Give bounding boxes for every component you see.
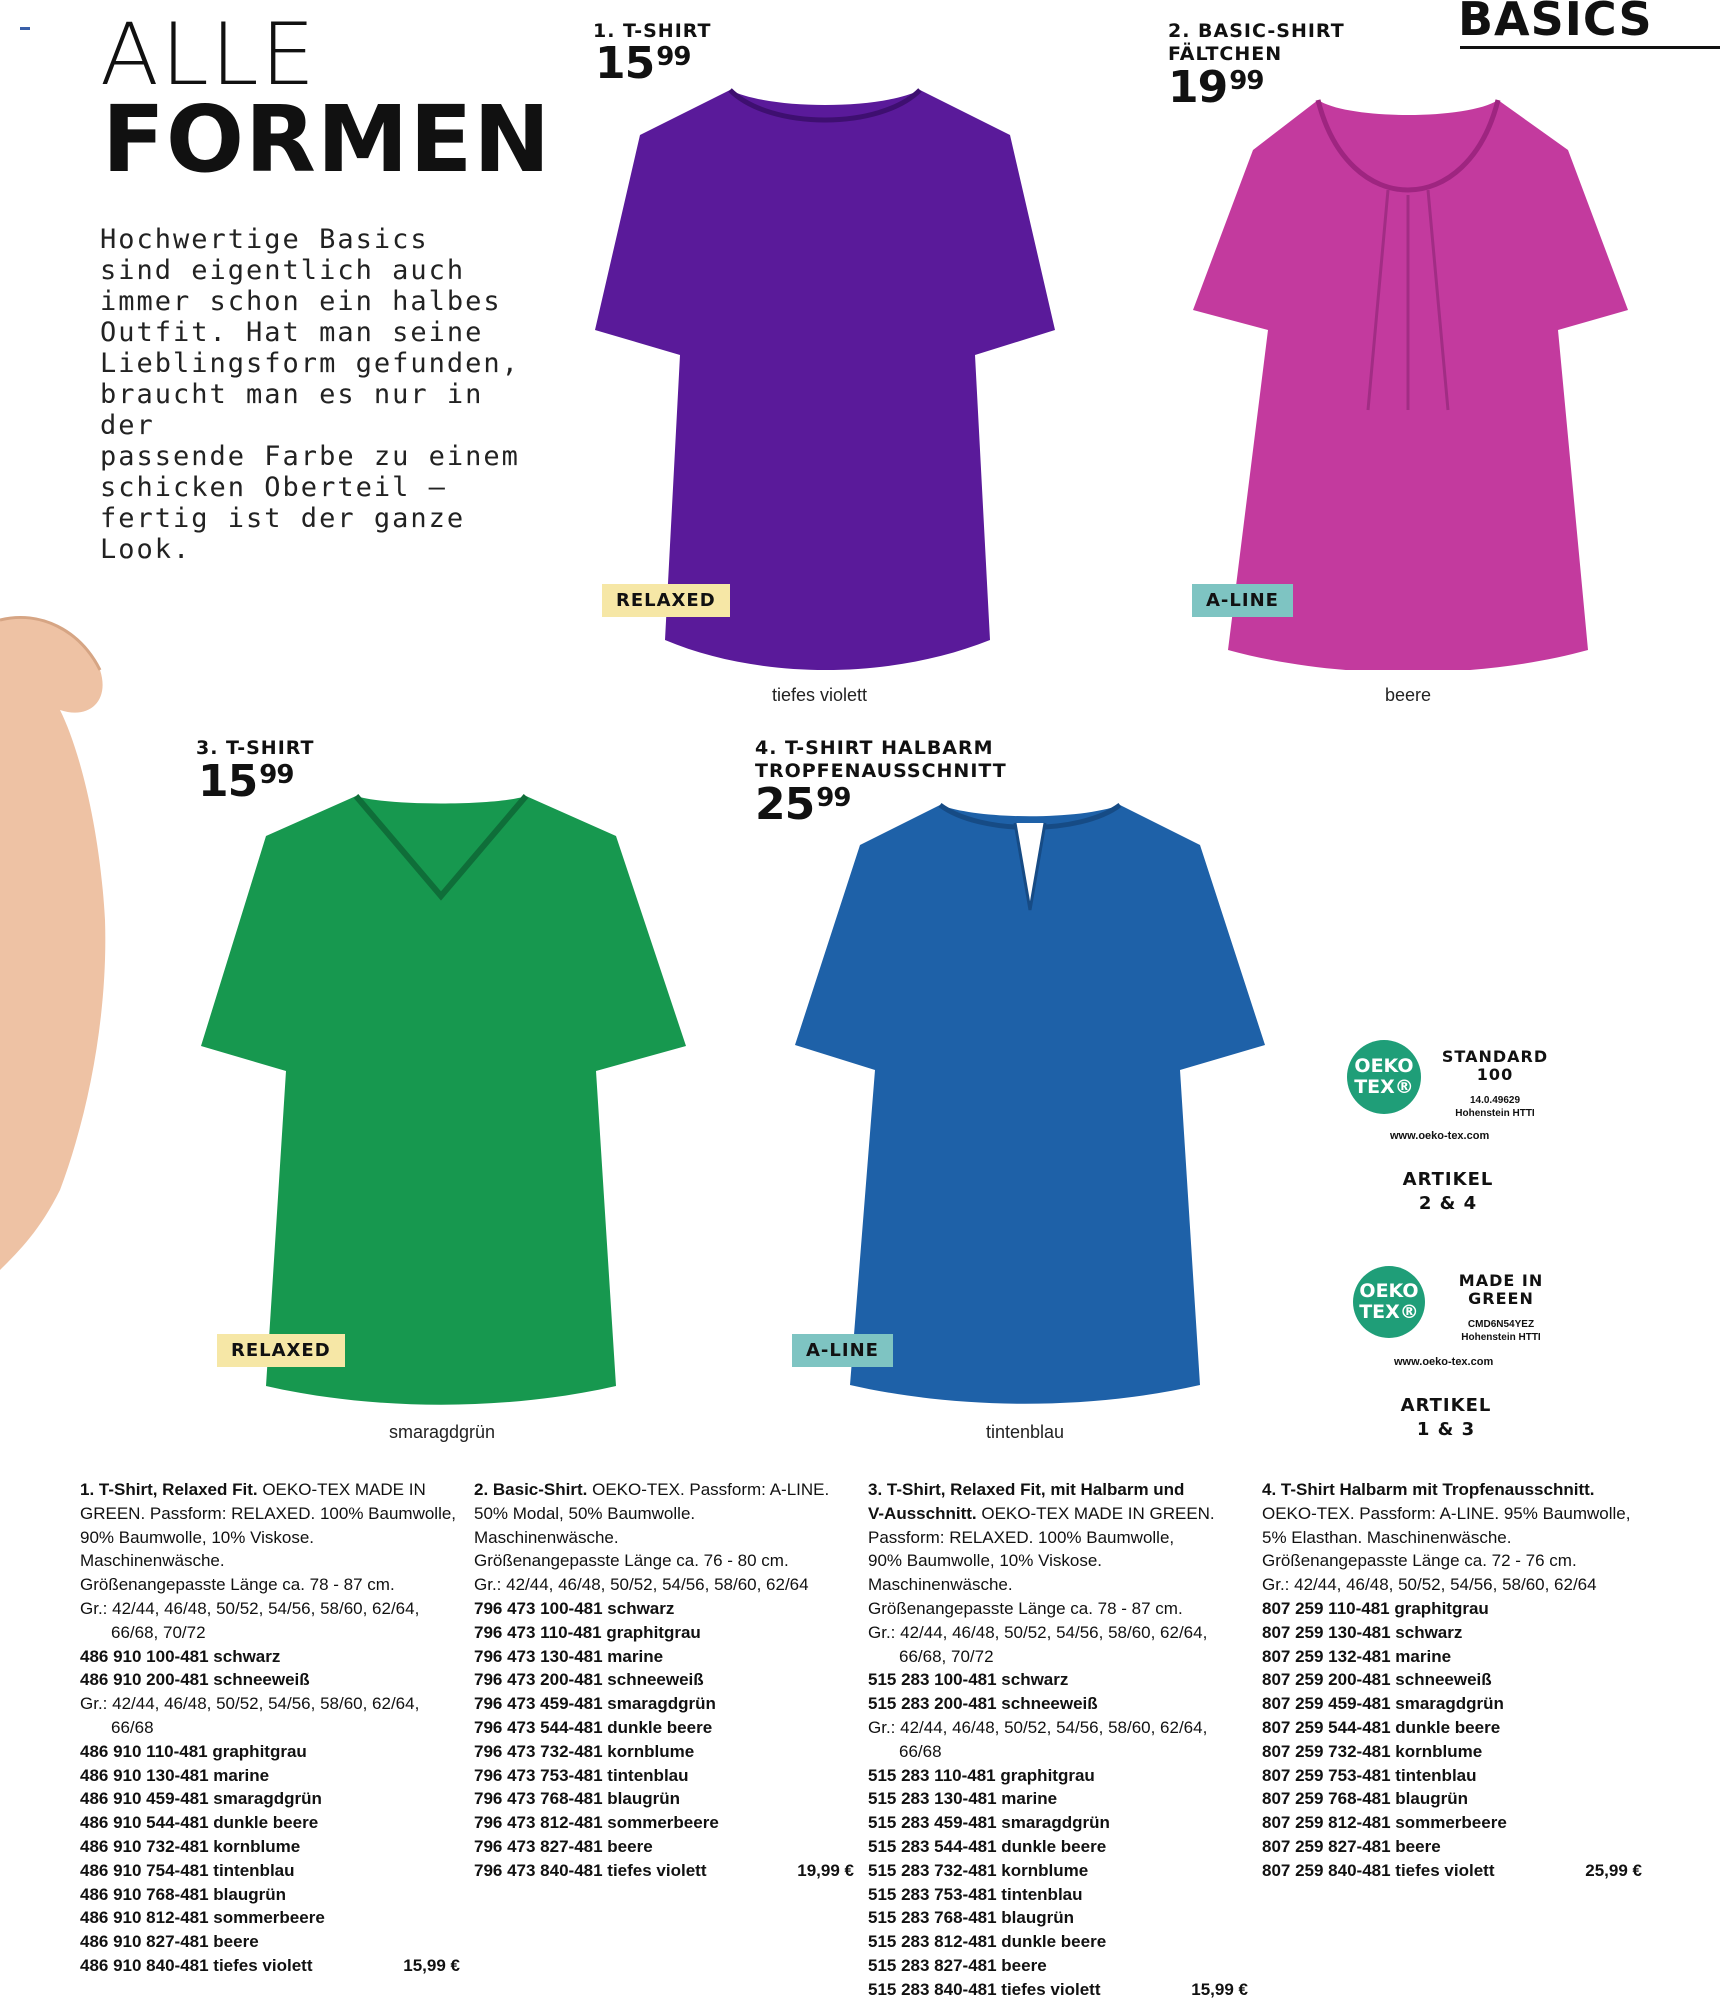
article-number-row: 807 259 812-481 sommerbeere [1262,1813,1507,1833]
article-number-row: 796 473 812-481 sommerbeere [474,1813,719,1833]
size-row: 66/68 [111,1717,154,1737]
size-row: Gr.: 42/44, 46/48, 50/52, 54/56, 58/60, 62/64 [474,1575,809,1595]
article-number-row: 796 473 544-481 dunkle beere [474,1717,713,1737]
oeko-1-code: 14.0.49629 Hohenstein HTTI [1455,1095,1535,1119]
description-text-row: GREEN. Passform: RELAXED. 100% Baumwolle, [80,1503,457,1523]
product-1-fit-badge: RELAXED [602,584,730,617]
article-number-row: 807 259 200-481 schneeweiß [1262,1670,1492,1690]
oeko-1-artikel: ARTIKEL 2 & 4 [1402,1169,1494,1214]
description-3 [868,1478,1248,2002]
description-1 [80,1478,460,1978]
description-text-row: Maschinenwäsche. [80,1551,225,1571]
article-number-row: 486 910 827-481 beere [80,1932,259,1952]
product-4-fit-badge: A-LINE [792,1334,893,1367]
article-number-row: 515 283 812-481 dunkle beere [868,1932,1107,1952]
oeko-1-title: STANDARD 100 [1441,1047,1549,1084]
product-4-price: $25^{99}$ [755,779,851,830]
size-row: 66/68, 70/72 [111,1622,206,1642]
product-3-shirt-image [196,786,696,1406]
description-text-row: V-Ausschnitt. OEKO-TEX MADE IN GREEN. [868,1503,1215,1523]
oeko-1-url: www.oeko-tex.com [1390,1130,1490,1142]
product-2-label: 2. BASIC-SHIRT FÄLTCHEN [1168,20,1345,65]
article-number-row: 515 283 459-481 smaragdgrün [868,1813,1110,1833]
article-number-row: 796 473 200-481 schneeweiß [474,1670,704,1690]
article-number-row: 807 259 768-481 blaugrün [1262,1789,1469,1809]
article-number-row: 807 259 130-481 schwarz [1262,1622,1463,1642]
product-1-shirt-image [590,80,1060,670]
article-number-row: 486 910 732-481 kornblume [80,1836,301,1856]
description-title-row [868,1478,1248,1502]
product-4-shirt-image [790,795,1270,1405]
size-row: Gr.: 42/44, 46/48, 50/52, 54/56, 58/60, 62/64, [80,1694,420,1714]
article-number-row: 807 259 110-481 graphitgrau [1262,1598,1489,1618]
article-number-row: 486 910 200-481 schneeweiß [80,1670,310,1690]
description-title: 3. T-Shirt, Relaxed Fit, mit Halbarm und [868,1480,1185,1499]
size-row: Gr.: 42/44, 46/48, 50/52, 54/56, 58/60, 62/64, [80,1598,420,1618]
size-row: 66/68, 70/72 [899,1646,994,1666]
article-number-row: 796 473 840-481 tiefes violett 19,99 € [474,1859,854,1883]
article-number-row: 796 473 753-481 tintenblau [474,1765,689,1785]
article-number-row: 515 283 100-481 schwarz [868,1670,1069,1690]
product-1-color-name: tiefes violett [772,685,868,705]
description-text-row: 50% Modal, 50% Baumwolle. [474,1503,696,1523]
description-title: 1. T-Shirt, Relaxed Fit. [80,1480,258,1499]
article-number-row: 486 910 130-481 marine [80,1765,270,1785]
product-3-price: $15^{99}$ [198,756,294,807]
article-number-row: 796 473 827-481 beere [474,1836,653,1856]
article-number-row: 807 259 132-481 marine [1262,1646,1452,1666]
description-title: 4. T-Shirt Halbarm mit Tropfenausschnitt. [1262,1480,1595,1499]
article-price: 15,99 € [403,1955,460,1975]
article-number-row: 486 910 459-481 smaragdgrün [80,1789,322,1809]
intro-text: Hochwertige Basics sind eigentlich auch immer schon ein halbes Outfit. Hat man seine Lieblingsform gefunden, braucht man es nur in der passende Farbe zu einem schicken Oberteil – fertig ist der ganze Look. [100,224,520,565]
product-2-shirt-image [1188,80,1638,670]
article-price: 19,99 € [797,1860,854,1880]
corner-mark-icon: ▬ [20,22,30,33]
article-number-row: 486 910 544-481 dunkle beere [80,1813,319,1833]
oeko-2-url: www.oeko-tex.com [1394,1356,1494,1368]
description-title-row [1262,1478,1642,1502]
article-number-row: 486 910 100-481 schwarz [80,1646,281,1666]
oeko-2-artikel: ARTIKEL 1 & 3 [1400,1395,1492,1440]
article-number-row: 807 259 827-481 beere [1262,1836,1441,1856]
description-text-row: Größenangepasste Länge ca. 78 - 87 cm. [868,1598,1183,1618]
oeko-2-title: MADE IN GREEN [1458,1271,1544,1308]
product-2-fit-badge: A-LINE [1192,584,1293,617]
article-number-row: 515 283 768-481 blaugrün [868,1908,1075,1928]
article-number-row: 796 473 768-481 blaugrün [474,1789,681,1809]
description-text-row: Größenangepasste Länge ca. 72 - 76 cm. [1262,1551,1577,1571]
description-title: 2. Basic-Shirt. [474,1480,588,1499]
product-1-price: $15^{99}$ [595,38,691,89]
description-4 [1262,1478,1642,1883]
article-number-row: 807 259 753-481 tintenblau [1262,1765,1477,1785]
article-number-row: 515 283 753-481 tintenblau [868,1884,1083,1904]
description-title-row: 1. T-Shirt, Relaxed Fit. OEKO-TEX MADE IN [80,1480,426,1499]
product-2-color-name: beere [1385,685,1432,705]
oeko-tex-logo-2: OEKO TEX® [1353,1266,1425,1338]
product-3-fit-badge: RELAXED [217,1334,345,1367]
article-number-row: 486 910 840-481 tiefes violett 15,99 € [80,1954,460,1978]
article-number-row: 515 283 200-481 schneeweiß [868,1694,1098,1714]
article-number-row: 796 473 459-481 smaragdgrün [474,1694,716,1714]
description-text-row: Maschinenwäsche. [868,1575,1013,1595]
product-2-price: $19^{99}$ [1168,62,1264,113]
product-3-label: 3. T-SHIRT [196,737,315,759]
description-text-row: 90% Baumwolle, 10% Viskose. [80,1527,315,1547]
product-1-label: 1. T-SHIRT [593,20,712,42]
section-underline [1460,46,1720,49]
description-text-row: 5% Elasthan. Maschinenwäsche. [1262,1527,1512,1547]
size-row: Gr.: 42/44, 46/48, 50/52, 54/56, 58/60, 62/64, [868,1622,1208,1642]
description-text-row: Größenangepasste Länge ca. 76 - 80 cm. [474,1551,789,1571]
description-text-row: Größenangepasste Länge ca. 78 - 87 cm. [80,1575,395,1595]
product-4-label: 4. T-SHIRT HALBARM TROPFENAUSSCHNITT [755,737,1007,782]
article-number-row: 515 283 827-481 beere [868,1955,1047,1975]
article-number-row: 515 283 544-481 dunkle beere [868,1836,1107,1856]
article-number-row: 796 473 110-481 graphitgrau [474,1622,701,1642]
hand-image [0,590,120,1290]
article-number-row: 515 283 732-481 kornblume [868,1860,1089,1880]
article-number-row: 807 259 840-481 tiefes violett 25,99 € [1262,1859,1642,1883]
size-row: 66/68 [899,1741,942,1761]
description-2 [474,1478,854,1883]
size-row: Gr.: 42/44, 46/48, 50/52, 54/56, 58/60, 62/64, [868,1717,1208,1737]
section-title: BASICS [1458,0,1653,46]
article-number-row: 486 910 812-481 sommerbeere [80,1908,325,1928]
page-title-line1: ALLE [100,5,317,105]
article-number-row: 515 283 110-481 graphitgrau [868,1765,1095,1785]
product-3-color-name: smaragdgrün [389,1422,496,1442]
size-row: Gr.: 42/44, 46/48, 50/52, 54/56, 58/60, 62/64 [1262,1575,1597,1595]
article-number-row: 515 283 130-481 marine [868,1789,1058,1809]
article-number-row: 486 910 754-481 tintenblau [80,1860,295,1880]
article-number-row: 807 259 544-481 dunkle beere [1262,1717,1501,1737]
description-text-row: 90% Baumwolle, 10% Viskose. [868,1551,1103,1571]
article-price: 15,99 € [1191,1979,1248,1999]
article-number-row: 515 283 840-481 tiefes violett 15,99 € [868,1978,1248,2002]
product-4-color-name: tintenblau [986,1422,1065,1442]
article-number-row: 796 473 732-481 kornblume [474,1741,695,1761]
article-price: 25,99 € [1585,1860,1642,1880]
article-number-row: 486 910 768-481 blaugrün [80,1884,287,1904]
article-number-row: 796 473 100-481 schwarz [474,1598,675,1618]
page-title-line2: FORMEN [102,86,552,193]
description-text-row: Maschinenwäsche. [474,1527,619,1547]
description-text-row: OEKO-TEX. Passform: A-LINE. 95% Baumwolle, [1262,1503,1631,1523]
article-number-row: 807 259 732-481 kornblume [1262,1741,1483,1761]
description-title-row: 2. Basic-Shirt. OEKO-TEX. Passform: A-LINE. [474,1480,830,1499]
article-number-row: 486 910 110-481 graphitgrau [80,1741,307,1761]
article-number-row: 807 259 459-481 smaragdgrün [1262,1694,1504,1714]
article-number-row: 796 473 130-481 marine [474,1646,664,1666]
description-text-row: Passform: RELAXED. 100% Baumwolle, [868,1527,1175,1547]
oeko-2-code: CMD6N54YEZ Hohenstein HTTI [1461,1319,1541,1343]
oeko-tex-logo-1: OEKO TEX® [1347,1040,1421,1114]
